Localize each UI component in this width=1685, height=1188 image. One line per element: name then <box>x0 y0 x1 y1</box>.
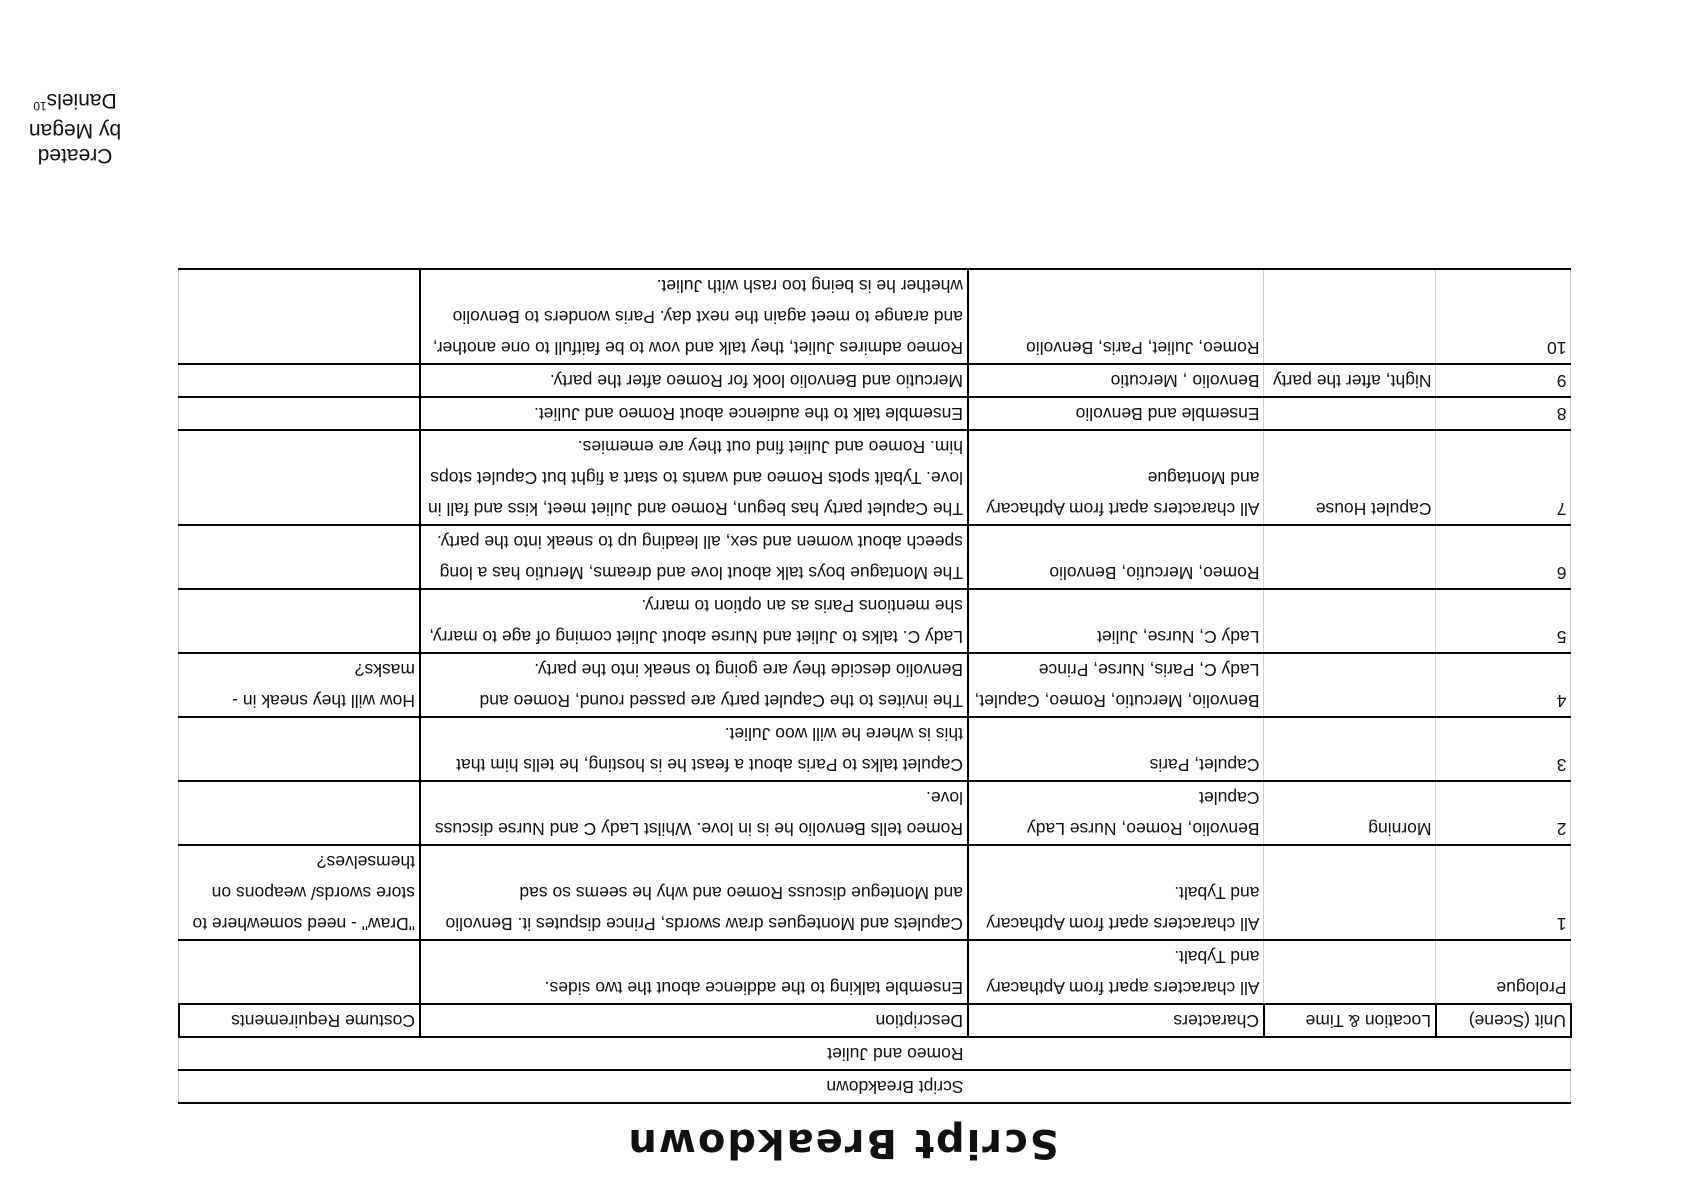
cell-description: Romeo tells Benvolio he is in love. Whilst Lady C and Nurse discuss love. <box>420 781 968 845</box>
table-row <box>179 364 1571 397</box>
cell-unit: 4 <box>1436 653 1571 717</box>
cell-description: Ensemble talk to the audience about Romeo and Juliet. <box>420 397 968 430</box>
cell-unit: 8 <box>1436 397 1571 430</box>
header-characters: Characters <box>968 1004 1264 1037</box>
cell-unit: 6 <box>1436 525 1571 589</box>
credit-line-2: by Megan <box>28 119 122 142</box>
cell-location <box>1264 940 1436 1004</box>
cell-description: Romeo admires Juliet, they talk and vow to be faitfull to one another, and arange to meet again the next day. Paris wonders to Benvolio whether he is being too rash with Juliet. <box>420 269 968 364</box>
play-title: Romeo and Juliet <box>179 1037 1571 1070</box>
script-breakdown-table <box>178 268 1572 1104</box>
cell-location <box>1264 269 1436 364</box>
header-unit: Unit (Scene) <box>1436 1004 1571 1037</box>
cell-location: Night, after the party <box>1264 364 1436 397</box>
table-row <box>179 845 1571 940</box>
credit-line-3 <box>0 88 155 118</box>
cell-description: Mercutio and Benvolio look for Romeo after the party. <box>420 364 968 397</box>
cell-costume: "Draw" - need somewhere to store swords/ weapons on themselves? <box>179 845 420 940</box>
cell-unit: 9 <box>1436 364 1571 397</box>
cell-unit: 3 <box>1436 717 1571 781</box>
cell-costume <box>179 430 420 525</box>
sheet-title: Script Breakdown <box>179 1070 1571 1103</box>
sheet-title-row <box>179 1070 1571 1103</box>
cell-unit: 5 <box>1436 589 1571 653</box>
table-row <box>179 940 1571 1004</box>
credit-superscript: 10 <box>33 99 47 113</box>
cell-costume: How will they sneak in - masks? <box>179 653 420 717</box>
cell-costume <box>179 781 420 845</box>
column-header-row <box>179 1004 1571 1037</box>
cell-characters: All characters apart from Apthacary and Montague <box>968 430 1264 525</box>
cell-description: The invites to the Capulet party are passed round, Romeo and Benvolio descide they are going to sneak into the party. <box>420 653 968 717</box>
cell-location <box>1264 653 1436 717</box>
cell-location <box>1264 845 1436 940</box>
table-row <box>179 269 1571 364</box>
table-row <box>179 589 1571 653</box>
credit-line-1: Created <box>37 144 113 167</box>
cell-costume <box>179 269 420 364</box>
header-location: Location & Time <box>1264 1004 1436 1037</box>
cell-description: The Montague boys talk about love and dreams, Merutio has a long speech about women and sex, all leading up to sneak into the party. <box>420 525 968 589</box>
cell-characters: All characters apart from Apthacary and Tybalt. <box>968 940 1264 1004</box>
cell-description: Ensemble talking to the addience about the two sides. <box>420 940 968 1004</box>
author-credit <box>0 88 155 168</box>
header-costume: Costume Requirements <box>179 1004 420 1037</box>
cell-costume <box>179 397 420 430</box>
cell-location <box>1264 717 1436 781</box>
page-title: Script Breakdown <box>626 1120 1059 1166</box>
cell-location <box>1264 525 1436 589</box>
table-row <box>179 653 1571 717</box>
credit-name: Daniels <box>46 89 117 112</box>
cell-characters: Benvolio, Romeo, Nurse Lady Capulet <box>968 781 1264 845</box>
cell-costume <box>179 525 420 589</box>
cell-characters: All characters apart from Apthacary and Tybalt. <box>968 845 1264 940</box>
table-row <box>179 717 1571 781</box>
cell-description: Capulets and Montegues draw swords, Prince disputes it. Benvolio and Montegue discuss Romeo and why he seems so sad <box>420 845 968 940</box>
table-row <box>179 397 1571 430</box>
table-row <box>179 430 1571 525</box>
cell-characters: Capulet, Paris <box>968 717 1264 781</box>
cell-description: The Capulet party has begun, Romeo and Juliet meet, kiss and fall in love. Tybalt spots Romeo and wants to start a fight but Capulet stops him. Romeo and Juliet find out they are ememies. <box>420 430 968 525</box>
cell-unit: Prologue <box>1436 940 1571 1004</box>
cell-characters: Lady C, Nurse, Juliet <box>968 589 1264 653</box>
cell-characters: Romeo, Juliet, Paris, Benvolio <box>968 269 1264 364</box>
header-description: Description <box>420 1004 968 1037</box>
cell-costume <box>179 589 420 653</box>
cell-characters: Benvolio, Mercutio, Romeo, Capulet, Lady C, Paris, Nurse, Prince <box>968 653 1264 717</box>
cell-characters: Benvolio , Mercutio <box>968 364 1264 397</box>
cell-unit: 1 <box>1436 845 1571 940</box>
cell-costume <box>179 940 420 1004</box>
table-row <box>179 781 1571 845</box>
play-title-row <box>179 1037 1571 1070</box>
cell-location: Capulet House <box>1264 430 1436 525</box>
cell-unit: 2 <box>1436 781 1571 845</box>
cell-unit: 7 <box>1436 430 1571 525</box>
cell-costume <box>179 717 420 781</box>
cell-location <box>1264 397 1436 430</box>
cell-unit: 10 <box>1436 269 1571 364</box>
cell-description: Capulet talks to Paris about a feast he is hosting, he tells him that this is where he will woo Juliet. <box>420 717 968 781</box>
cell-characters: Romeo, Mercutio, Benvolio <box>968 525 1264 589</box>
cell-description: Lady C. talks to Juliet and Nurse about Juliet coming of age to marry, she mentions Paris as an option to marry. <box>420 589 968 653</box>
cell-characters: Ensemble and Benvolio <box>968 397 1264 430</box>
cell-costume <box>179 364 420 397</box>
table-row <box>179 525 1571 589</box>
cell-location: Morning <box>1264 781 1436 845</box>
cell-location <box>1264 589 1436 653</box>
